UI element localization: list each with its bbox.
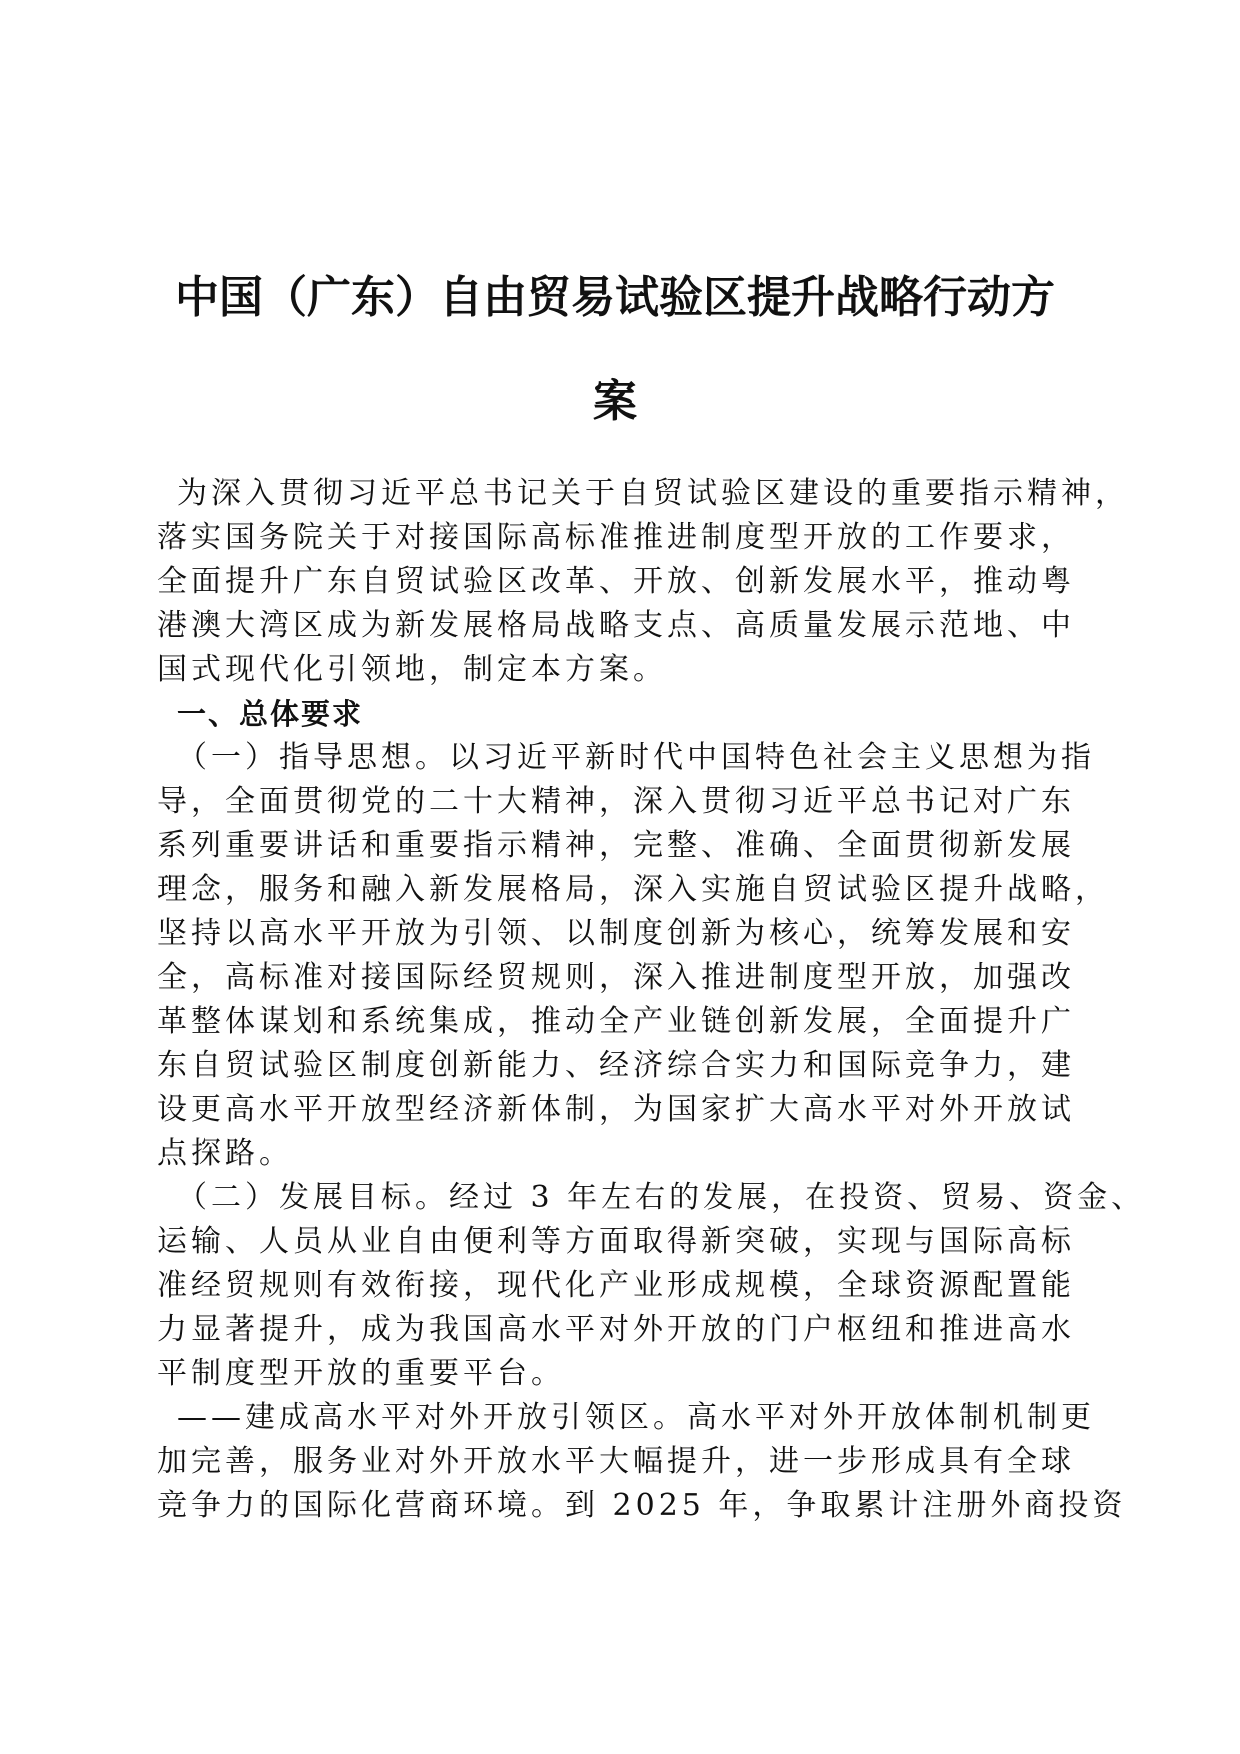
paragraph-development-goals (157, 1176, 1146, 1396)
text-line: 港澳大湾区成为新发展格局战略支点、高质量发展示范地、中 (157, 608, 1075, 643)
text-line: 竞争力的国际化营商环境。到 2025 年，争取累计注册外商投资 (157, 1488, 1127, 1523)
text-line: 理念，服务和融入新发展格局，深入实施自贸试验区提升战略， (157, 872, 1109, 907)
document-body (157, 472, 1146, 1528)
title-line-2: 案 (593, 376, 637, 427)
text-line: 国式现代化引领地，制定本方案。 (157, 652, 667, 687)
text-line: 系列重要讲话和重要指示精神，完整、准确、全面贯彻新发展 (157, 828, 1075, 863)
text-line: 革整体谋划和系统集成，推动全产业链创新发展，全面提升广 (157, 1004, 1075, 1039)
text-line: （二）发展目标。经过 3 年左右的发展，在投资、贸易、资金、 (177, 1180, 1146, 1215)
text-line: 平制度型开放的重要平台。 (157, 1356, 565, 1391)
text-line: 坚持以高水平开放为引领、以制度创新为核心，统筹发展和安 (157, 916, 1075, 951)
text-line: 准经贸规则有效衔接，现代化产业形成规模，全球资源配置能 (157, 1268, 1075, 1303)
text-line: 落实国务院关于对接国际高标准推进制度型开放的工作要求， (157, 520, 1075, 555)
text-line: 导，全面贯彻党的二十大精神，深入贯彻习近平总书记对广东 (157, 784, 1075, 819)
text-line: 东自贸试验区制度创新能力、经济综合实力和国际竞争力，建 (157, 1048, 1075, 1083)
text-line: （一）指导思想。以习近平新时代中国特色社会主义思想为指 (177, 740, 1095, 775)
text-line: 加完善，服务业对外开放水平大幅提升，进一步形成具有全球 (157, 1444, 1075, 1479)
section-heading (157, 692, 1092, 736)
text-line: ——建成高水平对外开放引领区。高水平对外开放体制机制更 (177, 1400, 1095, 1435)
paragraph-intro (157, 472, 1129, 692)
text-line: 为深入贯彻习近平总书记关于自贸试验区建设的重要指示精神， (177, 476, 1129, 511)
section-heading-text: 一、总体要求 (177, 697, 364, 731)
title-line-1: 中国（广东）自由贸易试验区提升战略行动方 (175, 272, 1055, 323)
text-line: 点探路。 (157, 1136, 293, 1171)
text-line: 全，高标准对接国际经贸规则，深入推进制度型开放，加强改 (157, 960, 1075, 995)
paragraph-opening-up-zone (157, 1396, 1127, 1528)
paragraph-guiding-ideology (157, 736, 1109, 1176)
text-line: 力显著提升，成为我国高水平对外开放的门户枢纽和推进高水 (157, 1312, 1075, 1347)
text-line: 运输、人员从业自由便利等方面取得新突破，实现与国际高标 (157, 1224, 1075, 1259)
document-title (150, 246, 1080, 454)
text-line: 全面提升广东自贸试验区改革、开放、创新发展水平，推动粤 (157, 564, 1075, 599)
text-line: 设更高水平开放型经济新体制，为国家扩大高水平对外开放试 (157, 1092, 1075, 1127)
